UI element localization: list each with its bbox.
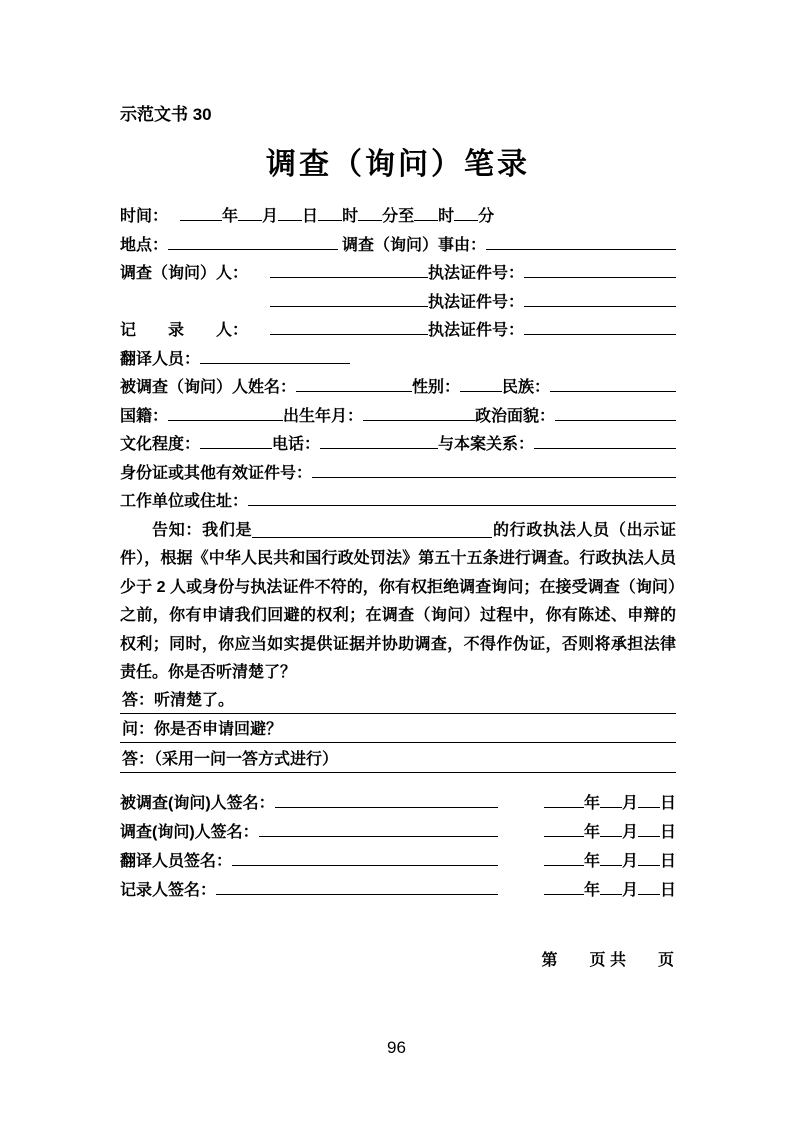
time-hour-unit: 时: [342, 208, 359, 225]
date-year-unit: 年: [583, 852, 600, 870]
sig-recorder-label: 记录人签名：: [120, 881, 217, 899]
investigator-cert-blank: [524, 264, 676, 278]
politics-label: 政治面貌：: [475, 407, 556, 425]
sig-translator-date: [544, 847, 676, 876]
qa-question-1: 问：你是否申请回避？: [120, 717, 676, 743]
row-time: [120, 203, 676, 232]
sig-recorder-blank: [216, 881, 498, 895]
gender-blank: [460, 378, 502, 392]
notice-rest: 的行政执法人员（出示证件），根据《中华人民共和国行政处罚法》第五十五条进行调查。行政执法人员少于 2 人或身份与执法证件不符的，你有权拒绝调查询问；在接受调查（询问）之前，你有申请我们回避的权利；在调查（询问）过程中，你有陈述、申辩的权利；同时，你应当如实提供证据并协助调查，不得作伪证，否则将承担法律责任。你是否听清楚了？: [120, 521, 676, 681]
recorder-label: 记 录 人：: [120, 322, 249, 339]
cert-no-label-2: 执法证件号：: [428, 293, 525, 311]
place-blank: [168, 236, 338, 250]
id-number-label: 身份证或其他有效证件号：: [120, 464, 313, 482]
date-month-blank: [600, 881, 622, 895]
time-month-blank: [238, 207, 262, 221]
birth-label: 出生年月：: [283, 407, 364, 425]
row-translator: [120, 346, 676, 375]
time-year-blank: [180, 207, 222, 221]
interviewee-name-blank: [296, 378, 412, 392]
time-minute2-blank: [454, 207, 478, 221]
signature-row-translator: [120, 847, 676, 876]
date-month-unit: 月: [621, 823, 638, 841]
qa-answer-2: 答：（采用一问一答方式进行）: [120, 747, 676, 773]
date-month-blank: [600, 823, 622, 837]
sig-translator-label: 翻译人员签名：: [120, 852, 233, 870]
page-title: 调查（询问）笔录: [266, 148, 530, 181]
signature-row-investigator: [120, 818, 676, 847]
translator-label: 翻译人员：: [120, 350, 201, 368]
date-year-blank: [544, 794, 584, 808]
date-year-blank: [544, 823, 584, 837]
relation-blank: [534, 435, 676, 449]
row-place: [120, 232, 676, 261]
time-day-unit: 日: [302, 208, 319, 225]
politics-blank: [555, 407, 676, 421]
date-year-unit: 年: [583, 794, 600, 812]
sig-investigator-date: [544, 818, 676, 847]
row-investigator-2: [120, 289, 676, 318]
id-number-blank: [312, 464, 676, 478]
row-education: [120, 431, 676, 460]
nationality-label: 国籍：: [120, 407, 169, 425]
ethnic-label: 民族：: [502, 379, 551, 396]
place-label: 地点：: [120, 236, 169, 254]
notice-agency-blank: [252, 524, 492, 538]
date-year-unit: 年: [583, 823, 600, 841]
row-interviewee: [120, 374, 676, 403]
birth-blank: [363, 407, 475, 421]
phone-label: 电话：: [272, 436, 321, 453]
sig-investigator-label: 调查(询问)人签名：: [120, 823, 259, 841]
date-month-blank: [600, 852, 622, 866]
row-nationality: [120, 403, 676, 432]
sig-investigator-blank: [259, 823, 498, 837]
date-day-unit: 日: [659, 823, 676, 841]
page-count-footer: 第 页 共 页: [541, 951, 674, 969]
time-minute-blank: [358, 207, 382, 221]
time-hour-blank: [318, 207, 342, 221]
date-day-unit: 日: [659, 852, 676, 870]
sig-interviewee-blank: [275, 794, 498, 808]
investigator2-name-blank: [270, 293, 428, 307]
time-hour2-unit: 时: [438, 208, 455, 225]
education-blank: [200, 435, 272, 449]
time-day-blank: [278, 207, 302, 221]
doc-label: 示范文书 30: [120, 105, 212, 124]
row-work-unit: [120, 488, 676, 517]
reason-blank: [486, 236, 676, 250]
investigator2-cert-blank: [524, 293, 676, 307]
ethnic-blank: [550, 378, 676, 392]
row-recorder: [120, 317, 676, 346]
reason-label: 调查（询问）事由：: [342, 236, 487, 254]
sig-recorder-date: [544, 876, 676, 905]
date-day-blank: [638, 881, 660, 895]
gender-label: 性别：: [412, 379, 461, 396]
qa-answer-1: 答：听清楚了。: [120, 688, 676, 714]
cert-no-label: 执法证件号：: [428, 265, 525, 282]
date-month-unit: 月: [621, 852, 638, 870]
investigator-label: 调查（询问）人：: [120, 265, 249, 282]
date-year-blank: [544, 881, 584, 895]
translator-blank: [200, 350, 350, 364]
relation-label: 与本案关系：: [438, 436, 535, 453]
recorder-name-blank: [270, 321, 428, 335]
date-month-blank: [600, 794, 622, 808]
date-month-unit: 月: [621, 881, 638, 899]
time-minute-to-unit: 分至: [382, 208, 415, 225]
cert-no-label-3: 执法证件号：: [428, 322, 525, 339]
phone-blank: [320, 435, 438, 449]
date-year-unit: 年: [583, 881, 600, 899]
signature-row-interviewee: [120, 789, 676, 818]
date-day-blank: [638, 823, 660, 837]
sig-interviewee-date: [544, 789, 676, 818]
time-year-unit: 年: [222, 208, 239, 225]
date-day-blank: [638, 852, 660, 866]
signature-row-recorder: [120, 876, 676, 905]
row-investigator: [120, 260, 676, 289]
date-month-unit: 月: [621, 794, 638, 812]
work-unit-label: 工作单位或住址：: [120, 493, 249, 510]
date-year-blank: [544, 852, 584, 866]
education-label: 文化程度：: [120, 436, 201, 453]
sig-interviewee-label: 被调查(询问)人签名：: [120, 794, 275, 812]
notice-lead: 告知：我们是: [152, 521, 253, 539]
work-unit-blank: [248, 492, 676, 506]
time-minute2-unit: 分: [478, 208, 495, 225]
investigator-name-blank: [270, 264, 428, 278]
signature-block: [120, 789, 676, 905]
time-label: 时间：: [120, 208, 169, 225]
time-month-unit: 月: [262, 208, 279, 225]
row-id-number: [120, 460, 676, 489]
recorder-cert-blank: [524, 321, 676, 335]
nationality-blank: [168, 407, 283, 421]
interviewee-name-label: 被调查（询问）人姓名：: [120, 379, 297, 396]
date-day-unit: 日: [659, 881, 676, 899]
notice-paragraph: [120, 517, 676, 688]
time-hour2-blank: [414, 207, 438, 221]
page-number: 96: [387, 1038, 406, 1057]
date-day-unit: 日: [659, 794, 676, 812]
date-day-blank: [638, 794, 660, 808]
sig-translator-blank: [232, 852, 498, 866]
